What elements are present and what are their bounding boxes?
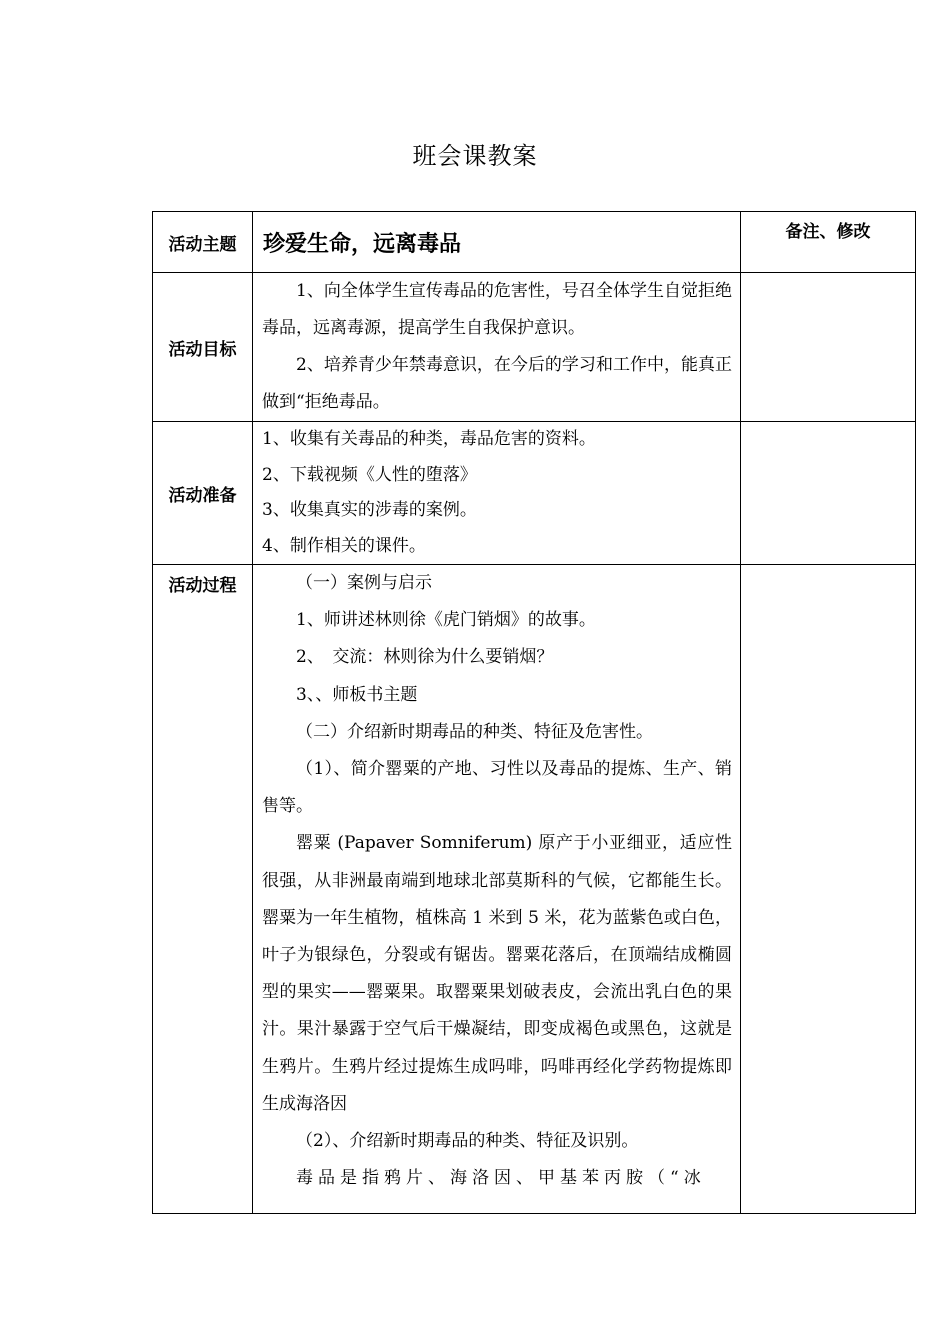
process-label: 活动过程 bbox=[153, 565, 253, 1214]
prep-item: 2、下载视频《人性的堕落》 bbox=[262, 464, 477, 485]
process-paragraph: 毒品是指鸦片、海洛因、甲基苯丙胺（“冰 bbox=[296, 1168, 706, 1189]
theme-label: 活动主题 bbox=[153, 212, 253, 273]
process-paragraph: （2）、介绍新时期毒品的种类、特征及识别。 bbox=[296, 1131, 639, 1152]
prep-row bbox=[153, 422, 916, 565]
goal-content bbox=[253, 273, 741, 422]
prep-content bbox=[253, 422, 741, 565]
notes-header: 备注、修改 bbox=[741, 212, 916, 273]
document-title: 班会课教案 bbox=[412, 142, 538, 170]
process-paragraph: （二）介绍新时期毒品的种类、特征及危害性。 bbox=[296, 721, 653, 742]
process-row bbox=[153, 565, 916, 1214]
process-paragraph: 罂粟 (Papaver Somniferum) 原产于小亚细亚，适应性很强，从非洲最南端到地球北部莫斯科的气候，它都能生长。罂粟为一年生植物，植株高 1 米到 5 米，花为蓝紫色或白色，叶子为银绿色，分裂或有锯齿。罂粟花落后，在顶端结成椭圆型的果实——罂粟果。取罂粟果划破表皮，会流出乳白色的果汁。果汁暴露于空气后干燥凝结，即变成褐色或黑色，这就是生鸦片。生鸦片经过提炼生成吗啡，吗啡再经化学药物提炼即生成海洛因 bbox=[262, 833, 732, 1114]
goal-item: 1、向全体学生宣传毒品的危害性，号召全体学生自觉拒绝毒品，远离毒源，提高学生自我保护意识。 bbox=[262, 281, 732, 338]
process-paragraph: （一）案例与启示 bbox=[296, 573, 432, 593]
process-paragraph: 2、 交流：林则徐为什么要销烟？ bbox=[296, 647, 554, 668]
prep-item: 3、收集真实的涉毒的案例。 bbox=[262, 500, 477, 520]
goal-item: 2、培养青少年禁毒意识，在今后的学习和工作中，能真正做到“拒绝毒品。 bbox=[262, 355, 732, 412]
prep-notes-cell bbox=[741, 422, 916, 565]
prep-label: 活动准备 bbox=[153, 422, 253, 565]
process-notes-cell bbox=[741, 565, 916, 1214]
process-paragraph: （1）、简介罂粟的产地、习性以及毒品的提炼、生产、销售等。 bbox=[262, 759, 732, 817]
theme-value: 珍爱生命，远离毒品 bbox=[253, 212, 741, 273]
process-content bbox=[253, 565, 741, 1214]
prep-item: 4、制作相关的课件。 bbox=[262, 535, 426, 556]
lesson-plan-table bbox=[152, 211, 916, 1214]
goal-row bbox=[153, 273, 916, 422]
theme-row bbox=[153, 212, 916, 273]
process-paragraph: 3、、师板书主题 bbox=[296, 684, 418, 705]
goal-label: 活动目标 bbox=[153, 273, 253, 422]
goal-notes-cell bbox=[741, 273, 916, 422]
process-paragraph: 1、师讲述林则徐《虎门销烟》的故事。 bbox=[296, 610, 596, 631]
prep-item: 1、收集有关毒品的种类，毒品危害的资料。 bbox=[262, 429, 596, 449]
